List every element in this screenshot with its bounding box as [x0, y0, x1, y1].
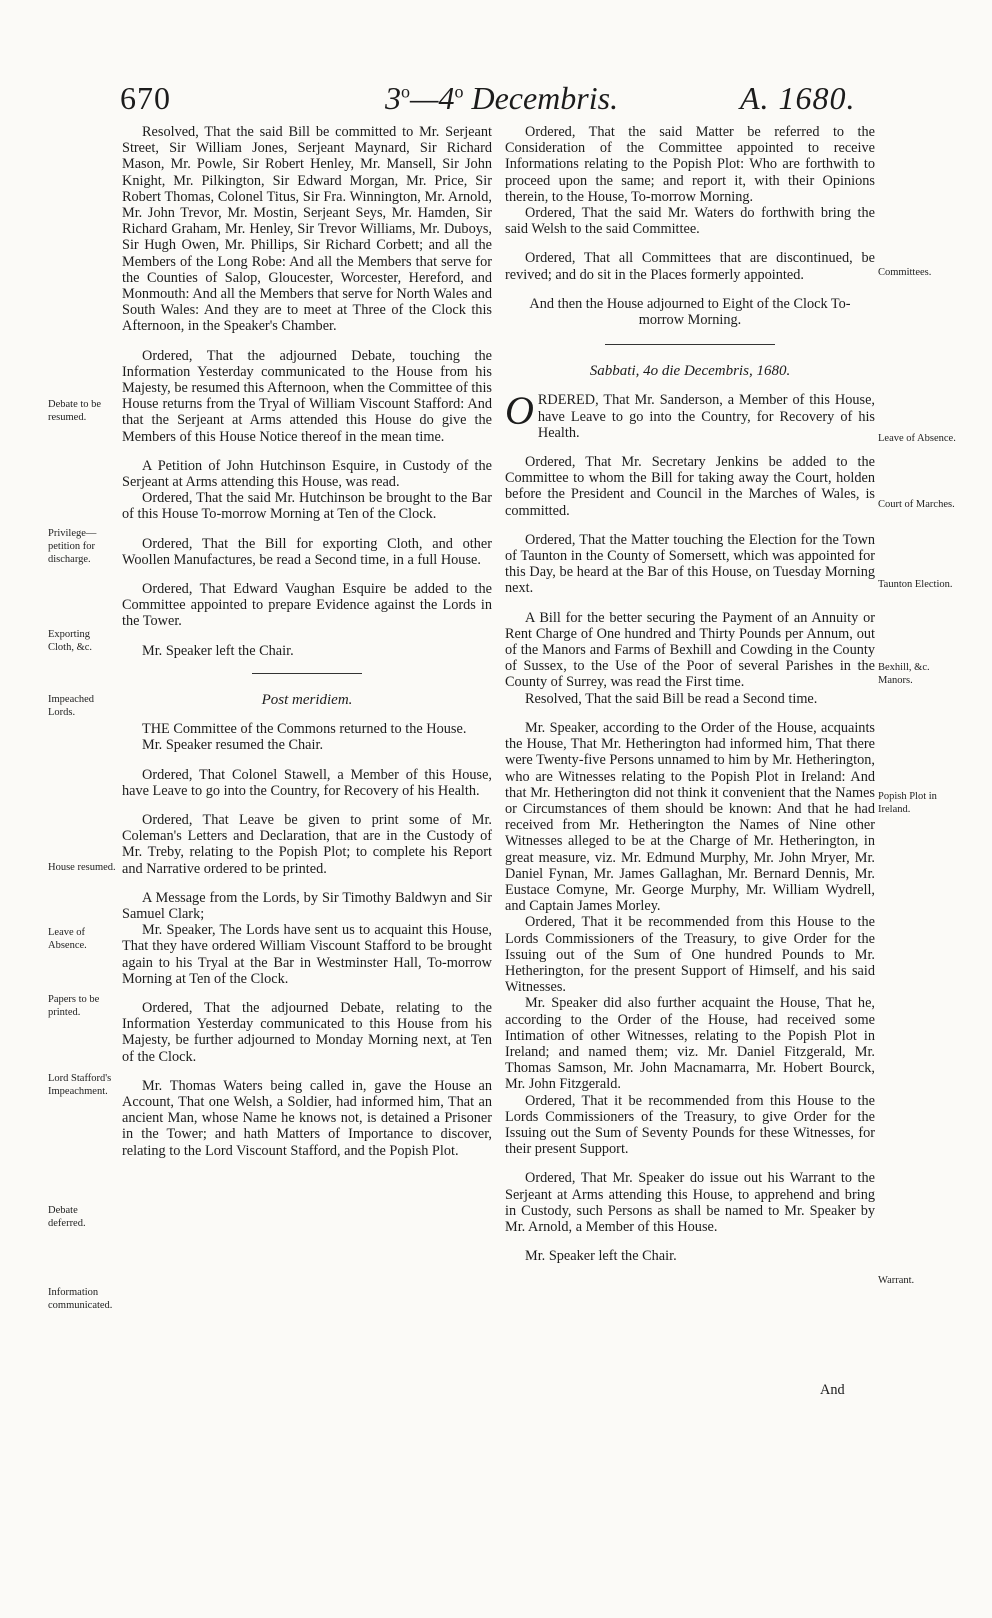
- entry-speaker-left-2: Mr. Speaker left the Chair.: [525, 1248, 677, 1265]
- margin-note: Exporting Cloth, &c.: [48, 629, 93, 653]
- entry-committees-revived: Ordered, That all Committees that are discontinued, be revived; and do sit in the Places formerly appointed.: [505, 250, 875, 283]
- page-number: 670: [120, 80, 171, 116]
- entry-bill-second-time: Resolved, That the said Bill be read a Second time.: [525, 690, 818, 707]
- entry-matter-referred: Ordered, That the said Matter be referred to the Consideration of the Committee appointed to receive Informations relating to the Popish Plot: Who are forthwith to proceed upon the same; and report it, with their Opinions therein, to the House, To-morrow Morning.: [505, 124, 875, 205]
- date-month: Decembris.: [463, 80, 619, 116]
- entry-coleman-letters: Ordered, That Leave be given to print some of Mr. Coleman's Letters and Declaration, that are in the Custody of Mr. Treby, relating to the Popish Plot; to complete his Report and Narrative ordered to be printed.: [122, 811, 492, 877]
- entry-warrant: Ordered, That Mr. Speaker do issue out his Warrant to the Serjeant at Arms attending this House, to apprehend and bring in Custody, such Persons as shall be named to Mr. Speaker by Mr. Arnold, a Member of this House.: [505, 1170, 875, 1235]
- margin-note: Leave of Absence.: [48, 927, 87, 951]
- entry-taunton-election: Ordered, That the Matter touching the Election for the Town of Taunton in the County of Somersett, which was appointed for this Day, be heard at the Bar of this House, on Tuesday Morning next.: [505, 531, 875, 597]
- date-day-1: 3: [385, 80, 401, 116]
- margin-note: Debate to be resumed.: [48, 399, 102, 423]
- header-date: [385, 80, 618, 117]
- entry-sanderson-leave: [505, 388, 875, 441]
- margin-note: House resumed.: [48, 862, 116, 873]
- entry-debate-deferred: Ordered, That the adjourned Debate, relating to the Information Yesterday communicated to this House from his Majesty, be further adjourned to Monday Morning next, at Ten of the Clock.: [122, 999, 492, 1065]
- margin-note: Popish Plot in Ireland.: [878, 791, 937, 815]
- entry-vaughan-added: Ordered, That Edward Vaughan Esquire be added to the Committee appointed to prepare Evidence against the Lords in the Tower.: [122, 581, 492, 630]
- entry-stafford-tryal: Mr. Speaker, The Lords have sent us to acquaint this House, That they have ordered William Viscount Stafford to be brought again to his Tryal at the Bar in Westminster Hall, To-morrow Morning at Ten of the Clock.: [122, 922, 492, 987]
- page-header: [0, 80, 992, 130]
- header-year: A. 1680.: [740, 80, 856, 116]
- margin-note: Court of Marches.: [878, 499, 955, 510]
- entry-petition-hutchinson: A Petition of John Hutchinson Esquire, in Custody of the Serjeant at Arms attending this House, was read.: [122, 457, 492, 491]
- entry-further-witnesses: Mr. Speaker did also further acquaint the House, That he, according to the Order of the House, had received some Intimation of other Witnesses, relating to the Popish Plot in Ireland; and named them; viz. Mr. Daniel Fitzgerald, Mr. Thomas Samson, Mr. John Macnamarra, Mr. Hobert Bourck, Mr. John Fitzgerald.: [505, 995, 875, 1093]
- entry-jenkins-added: Ordered, That Mr. Secretary Jenkins be added to the Committee to whom the Bill for taking away the Court, holden before the President and Council in the Marches of Wales, is committed.: [505, 454, 875, 519]
- date-day-2: —4: [410, 80, 455, 116]
- margin-note: Taunton Election.: [878, 579, 953, 590]
- entry-adjourned-debate: Ordered, That the adjourned Debate, touching the Information Yesterday communicated to the House from his Majesty, be resumed this Afternoon, when the Committee of this House returns from the Tryal of William Viscount Stafford: And that the Serjeant at Arms attended this House do give the Members of this House Notice thereof in the mean time.: [122, 347, 492, 445]
- section-divider: [252, 673, 362, 674]
- entry-speaker-left: Mr. Speaker left the Chair.: [142, 642, 294, 659]
- margin-note: Debate deferred.: [48, 1205, 86, 1229]
- drop-cap: O: [505, 388, 534, 434]
- entry-message-lords: A Message from the Lords, by Sir Timothy Baldwyn and Sir Samuel Clark;: [122, 889, 492, 922]
- right-column: [505, 124, 875, 1264]
- margin-note: Impeached Lords.: [48, 694, 95, 718]
- date-sup-2: o: [454, 81, 464, 102]
- section-divider: [605, 344, 775, 345]
- margin-note: Privilege—petition for discharge.: [48, 528, 97, 565]
- catchword: And: [820, 1382, 845, 1398]
- entry-hetherington-witnesses: Mr. Speaker, according to the Order of the House, acquaints the House, That Mr. Hetherington had informed him, That there were Twenty-five Persons unnamed to him by Mr. Hetherington, who are Witnesses relating to the Popish Plot in Ireland: And that Mr. Hetherington did not think it convenient that the Names or Circumstances of them should be known: And that he had received from Mr. Hetherington the Names of Nine other Witnesses alleged to be at the Charge of Mr. Hetherington, in great measure, viz. Mr. Edmund Murphy, Mr. John Mryer, Mr. Daniel Fynan, Mr. James Gallaghan, Mr. Bernard Dennis, Mr. Eustace Comyne, Mr. George Murphy, Mr. William Wydrell, and Captain James Morley.: [505, 719, 875, 915]
- entry-house-adjourned: And then the House adjourned to Eight of the Clock To-morrow Morning.: [529, 295, 851, 329]
- margin-note: Papers to be printed.: [48, 994, 100, 1018]
- margin-note: Information communicated.: [48, 1287, 113, 1311]
- margin-note: Leave of Absence.: [878, 433, 956, 444]
- margin-note: Lord Stafford's Impeachment.: [48, 1073, 112, 1097]
- entry-bexhill-bill: A Bill for the better securing the Payment of an Annuity or Rent Charge of One hundred and Thirty Pounds per Annum, out of the Manors and Farms of Bexhill and Cowding in the County of Sussex, to the Use of the Poor of several Parishes in the County of Surrey, was read the First time.: [505, 609, 875, 691]
- entry-exporting-cloth: Ordered, That the Bill for exporting Cloth, and other Woollen Manufactures, be read a Second time, in a full House.: [122, 535, 492, 568]
- date-sup-1: o: [401, 81, 410, 102]
- entry-bill-committed: Resolved, That the said Bill be committed to Mr. Serjeant Street, Sir William Jones, Serjeant Maynard, Sir Richard Mason, Mr. Powle, Sir Robert Henley, Mr. Mansell, Sir John Knight, Mr. Pilkington, Sir Edward Morgan, Mr. Price, Sir Robert Thomas, Colonel Titus, Sir Fra. Winnington, Mr. Arnold, Mr. John Trevor, Mr. Mostin, Serjeant Seys, Mr. Hamden, Sir Richard Graham, Mr. Henley, Sir Trevor Williams, Mr. Duboys, Sir Hugh Owen, Mr. Phillips, Sir Richard Corbett; and all the Members of the Long Robe: And all the Members that serve for the Counties of Salop, Gloucester, Worcester, Hereford, and Monmouth: And all the Members that serve for North Wales and South Wales: And they are to meet at Three of the Clock this Afternoon, in the Speaker's Chamber.: [122, 124, 492, 335]
- section-heading-post-meridiem: Post meridiem.: [261, 691, 353, 708]
- entry-waters-bring-welsh: Ordered, That the said Mr. Waters do forthwith bring the said Welsh to the said Committee.: [505, 205, 875, 238]
- section-heading-sabbati: Sabbati, 4o die Decembris, 1680.: [589, 363, 791, 380]
- entry-sanderson-text: RDERED, That Mr. Sanderson, a Member of this House, have Leave to go into the Country, for Recovery of his Health.: [537, 392, 875, 441]
- margin-note: Committees.: [878, 267, 932, 278]
- entry-hundred-pounds: Ordered, That it be recommended from this House to the Lords Commissioners of the Treasury, to give Order for the Issuing out of the Sum of One hundred Pounds to Mr. Hetherington, for the present Support of Himself, and his said Witnesses.: [505, 914, 875, 996]
- margin-note: Bexhill, &c. Manors.: [878, 662, 930, 686]
- entry-stawell-leave: Ordered, That Colonel Stawell, a Member of this House, have Leave to go into the Country, for Recovery of his Health.: [122, 766, 492, 799]
- entry-hutchinson-bar: Ordered, That the said Mr. Hutchinson be brought to the Bar of this House To-morrow Morning at Ten of the Clock.: [122, 490, 492, 523]
- margin-note: Warrant.: [878, 1275, 915, 1286]
- entry-speaker-resumed: Mr. Speaker resumed the Chair.: [142, 737, 324, 754]
- entry-committee-returned: THE Committee of the Commons returned to the House.: [142, 721, 467, 738]
- left-column: [122, 124, 492, 1159]
- entry-seventy-pounds: Ordered, That it be recommended from this House to the Lords Commissioners of the Treasury, to give Order for the Issuing out the Sum of Seventy Pounds for these Witnesses, for their present Support.: [505, 1092, 875, 1158]
- entry-waters-account: Mr. Thomas Waters being called in, gave the House an Account, That one Welsh, a Soldier, had informed him, That an ancient Man, whose Name he knows not, is detained a Prisoner in the Tower; and hath Matters of Importance to discover, relating to the Lord Viscount Stafford, and the Popish Plot.: [122, 1077, 492, 1159]
